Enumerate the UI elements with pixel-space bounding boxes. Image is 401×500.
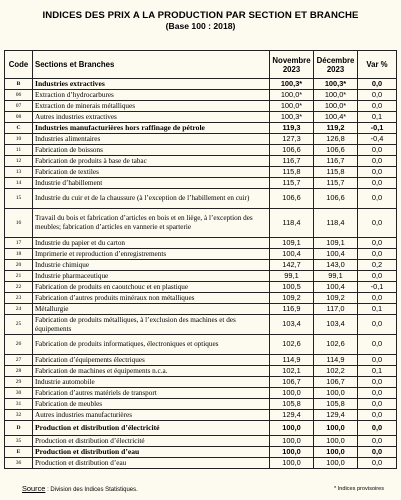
row-november: 100,0 [270,388,314,399]
row-label: Extraction de minerais métalliques [33,101,270,112]
table-row [5,388,397,399]
row-november: 115,7 [270,178,314,189]
table-row [5,90,397,101]
table-row [5,304,397,315]
row-december: 100,0 [314,421,358,436]
row-november: 100,0 [270,421,314,436]
table-row [5,421,397,436]
table-row [5,366,397,377]
row-label: Fabrication d’autres matériels de transport [33,388,270,399]
row-code: 30 [5,388,33,399]
table-row [5,410,397,421]
row-november: 119,3 [270,123,314,134]
row-label: Fabrication de boissons [33,145,270,156]
row-december: 100,0 [314,458,358,469]
row-variation: -0,4 [358,134,397,145]
row-variation: 0,1 [358,304,397,315]
row-variation: 0,0 [358,145,397,156]
row-label: Extraction d’hydrocarbures [33,90,270,101]
row-variation: 0,0 [358,421,397,436]
row-code: 20 [5,260,33,271]
row-label: Fabrication de produits informatiques, électroniques et optiques [33,335,270,355]
row-december: 109,2 [314,293,358,304]
row-label: Production et distribution d’eau [33,458,270,469]
row-december: 100,4* [314,112,358,123]
row-label: Industrie automobile [33,377,270,388]
row-december: 143,0 [314,260,358,271]
row-variation: 0,0 [358,447,397,458]
row-code: 08 [5,112,33,123]
table-footer [22,485,384,494]
row-label: Fabrication d’équipements électriques [33,355,270,366]
row-november: 118,4 [270,209,314,238]
row-variation: 0,0 [358,189,397,209]
row-code: 18 [5,249,33,260]
row-december: 100,4 [314,249,358,260]
row-code: E [5,447,33,458]
table-row [5,271,397,282]
row-label: Fabrication de produits métalliques, à l’exclusion des machines et des équipements [33,315,270,335]
row-code: 28 [5,366,33,377]
row-december: 119,2 [314,123,358,134]
table-row [5,123,397,134]
row-label: Fabrication de meubles [33,399,270,410]
table-row [5,355,397,366]
row-november: 100,0* [270,90,314,101]
row-code: 22 [5,282,33,293]
table-row [5,260,397,271]
table-row [5,315,397,335]
table-row [5,156,397,167]
price-index-table [4,50,397,469]
row-december: 102,6 [314,335,358,355]
header-code: Code [5,51,33,79]
table-row [5,447,397,458]
row-code: 31 [5,399,33,410]
row-november: 100,0 [270,458,314,469]
row-december: 100,0 [314,436,358,447]
row-november: 103,4 [270,315,314,335]
row-november: 99,1 [270,271,314,282]
header-section: Sections et Branches [33,51,270,79]
row-november: 102,6 [270,335,314,355]
row-variation: 0,0 [358,399,397,410]
row-variation: 0,0 [358,209,397,238]
row-december: 114,9 [314,355,358,366]
table-row [5,134,397,145]
row-label: Imprimerie et reproduction d’enregistrements [33,249,270,260]
row-november: 100,5 [270,282,314,293]
row-december: 115,7 [314,178,358,189]
row-label: Production et distribution d’électricité [33,421,270,436]
row-december: 129,4 [314,410,358,421]
row-code: 36 [5,458,33,469]
row-november: 102,1 [270,366,314,377]
table-body [5,79,397,469]
row-code: 06 [5,90,33,101]
row-variation: 0,0 [358,101,397,112]
row-variation: 0,0 [358,436,397,447]
row-code: 15 [5,189,33,209]
table-row [5,112,397,123]
row-label: Fabrication de produits à base de tabac [33,156,270,167]
row-november: 100,0* [270,101,314,112]
row-label: Industrie d’habillement [33,178,270,189]
row-label: Industries extractives [33,79,270,90]
row-label: Travail du bois et fabrication d’articles en bois et en liège, à l’exception des meubles; fabrication d’articles en vannerie et sparterie [33,209,270,238]
row-label: Fabrication de textiles [33,167,270,178]
table-row [5,458,397,469]
row-december: 106,6 [314,145,358,156]
row-december: 100,0 [314,388,358,399]
document-subtitle: (Base 100 : 2018) [165,21,236,31]
row-variation: 0,1 [358,366,397,377]
row-variation: 0,0 [358,293,397,304]
table-row [5,101,397,112]
table-header-row [5,51,397,79]
row-november: 100,0 [270,436,314,447]
row-label: Métallurgie [33,304,270,315]
table-row [5,209,397,238]
row-variation: 0,0 [358,377,397,388]
table-row [5,79,397,90]
row-code: 21 [5,271,33,282]
row-label: Fabrication d’autres produits minéraux non métalliques [33,293,270,304]
row-code: 27 [5,355,33,366]
row-code: 16 [5,209,33,238]
row-november: 100,4 [270,249,314,260]
row-label: Industries manufacturières hors raffinage de pétrole [33,123,270,134]
row-december: 109,1 [314,238,358,249]
header-variation: Var % [358,51,397,79]
row-december: 100,0 [314,447,358,458]
row-variation: 0,0 [358,156,397,167]
row-variation: 0,0 [358,410,397,421]
row-label: Industries alimentaires [33,134,270,145]
row-november: 116,9 [270,304,314,315]
row-label: Autres industries extractives [33,112,270,123]
row-november: 142,7 [270,260,314,271]
row-code: 13 [5,167,33,178]
row-code: 25 [5,315,33,335]
row-variation: 0,0 [358,315,397,335]
row-december: 106,6 [314,189,358,209]
table-row [5,145,397,156]
table-row [5,167,397,178]
row-november: 106,6 [270,189,314,209]
row-code: 07 [5,101,33,112]
row-variation: 0,0 [358,238,397,249]
row-november: 116,7 [270,156,314,167]
row-label: Industrie du papier et du carton [33,238,270,249]
row-variation: 0,0 [358,178,397,189]
source-label: Source [22,484,46,493]
row-december: 100,3* [314,79,358,90]
row-november: 129,4 [270,410,314,421]
source-text: : Division des Indices Statistiques. [45,487,138,493]
table-row [5,335,397,355]
row-variation: 0,0 [358,79,397,90]
row-label: Production et distribution d’eau [33,447,270,458]
row-label: Fabrication de machines et équipements n.c.a. [33,366,270,377]
row-variation: -0,1 [358,282,397,293]
row-code: 10 [5,134,33,145]
table-row [5,436,397,447]
table-row [5,249,397,260]
row-variation: 0,1 [358,112,397,123]
row-december: 126,8 [314,134,358,145]
row-november: 109,2 [270,293,314,304]
header-december: Décembre 2023 [314,51,358,79]
document-title: INDICES DES PRIX A LA PRODUCTION PAR SECTION ET BRANCHE [42,10,359,21]
row-december: 102,2 [314,366,358,377]
row-label: Industrie pharmaceutique [33,271,270,282]
row-label: Industrie chimique [33,260,270,271]
row-code: 29 [5,377,33,388]
row-december: 105,8 [314,399,358,410]
table-row [5,282,397,293]
row-variation: 0,0 [358,335,397,355]
row-november: 100,0 [270,447,314,458]
row-december: 103,4 [314,315,358,335]
row-code: 12 [5,156,33,167]
row-code: C [5,123,33,134]
row-december: 115,8 [314,167,358,178]
row-variation: 0,0 [358,249,397,260]
row-november: 105,8 [270,399,314,410]
row-variation: 0,2 [358,260,397,271]
row-code: 23 [5,293,33,304]
header-november: Novembre 2023 [270,51,314,79]
table-row [5,377,397,388]
row-november: 106,6 [270,145,314,156]
row-november: 127,3 [270,134,314,145]
row-code: 26 [5,335,33,355]
row-november: 115,8 [270,167,314,178]
row-december: 118,4 [314,209,358,238]
row-label: Autres industries manufacturières [33,410,270,421]
row-variation: 0,0 [358,167,397,178]
row-november: 106,7 [270,377,314,388]
row-december: 99,1 [314,271,358,282]
row-november: 100,3* [270,112,314,123]
row-code: 14 [5,178,33,189]
row-variation: 0,0 [358,388,397,399]
row-november: 114,9 [270,355,314,366]
row-december: 106,7 [314,377,358,388]
row-variation: 0,0 [358,271,397,282]
row-code: 32 [5,410,33,421]
table-row [5,189,397,209]
row-code: 35 [5,436,33,447]
row-december: 100,0* [314,90,358,101]
row-december: 117,0 [314,304,358,315]
row-label: Industrie du cuir et de la chaussure (à l’exception de l’habillement en cuir) [33,189,270,209]
row-code: 24 [5,304,33,315]
table-row [5,238,397,249]
row-label: Fabrication de produits en caoutchouc et en plastique [33,282,270,293]
provisional-note: * Indices provisoires [333,486,384,492]
table-row [5,293,397,304]
row-variation: 0,0 [358,355,397,366]
row-code: D [5,421,33,436]
row-code: 11 [5,145,33,156]
row-variation: 0,0 [358,458,397,469]
row-variation: 0,0 [358,90,397,101]
row-label: Production et distribution d’électricité [33,436,270,447]
row-november: 100,3* [270,79,314,90]
table-row [5,399,397,410]
row-december: 100,0* [314,101,358,112]
row-december: 100,4 [314,282,358,293]
row-variation: -0,1 [358,123,397,134]
row-code: B [5,79,33,90]
row-code: 17 [5,238,33,249]
row-november: 109,1 [270,238,314,249]
row-december: 116,7 [314,156,358,167]
table-row [5,178,397,189]
